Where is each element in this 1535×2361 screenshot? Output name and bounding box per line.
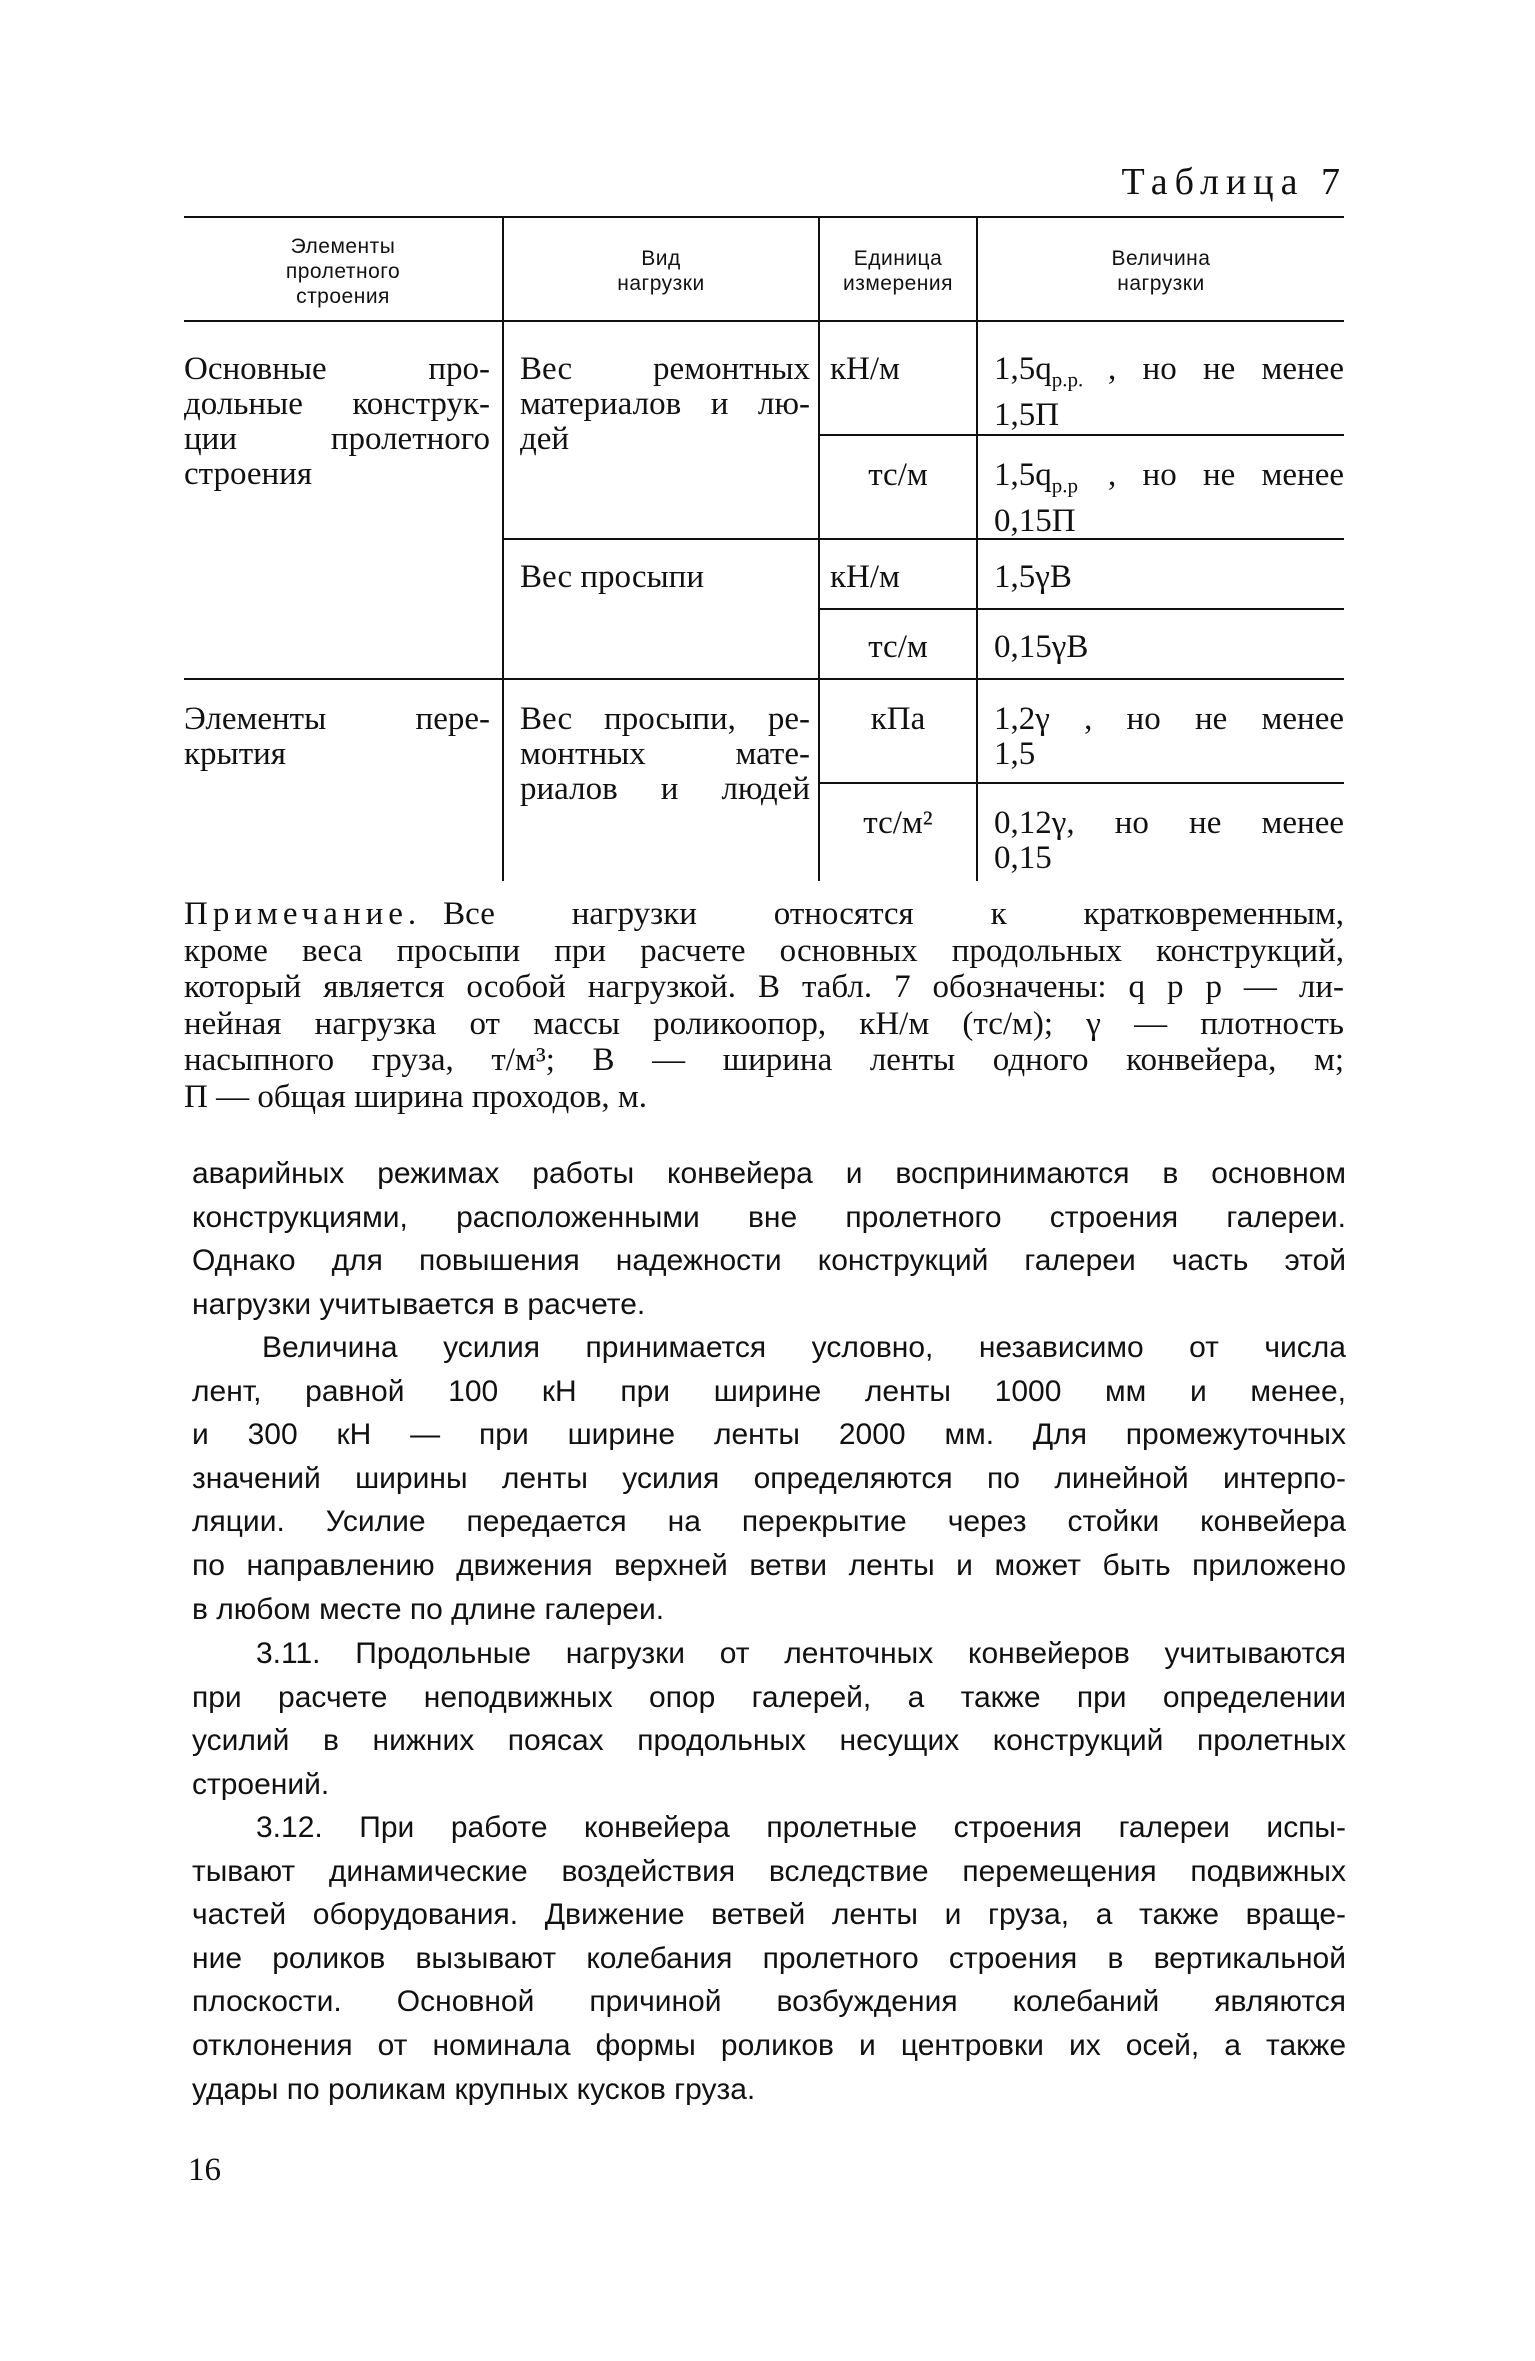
header-load-type: Вид нагрузки [617, 247, 705, 295]
table-caption: Таблица 7 [1121, 161, 1347, 203]
cell-repair-weight: Вес ремонтных материалов и лю- дей [520, 351, 810, 457]
note-title: Примечание. [184, 896, 422, 932]
note-line: кроме веса просыпи при расчете основных продольных конструкций, [184, 932, 1344, 969]
cell-spill-weight: Вес просыпи [520, 559, 704, 595]
cell-unit-ts-m: тс/м [868, 457, 928, 493]
paragraph-4: 3.12. При работе конвейера пролетные строения галереи испы- тывают динамические воздействия вследствие перемещения подвижных частей оборудования. Движение ветвей ленты и груза, а также враще- ние роликов вызывают колебания пролетного строения в вертикальной плоскости. Основной причиной возбуждения колебаний являются отклонения от номинала формы роликов и центровки их осей, а также удары по роликам крупных кусков груза. [192, 1811, 1346, 2106]
cell-unit-kn-m-2: кН/м [830, 559, 900, 595]
header-structure-elements: Элементы пролетного строения [285, 235, 401, 308]
paragraph-2: Величина усилия принимается условно, независимо от числа лент, равной 100 кН при ширине ленты 1000 мм и менее, и 300 кН — при ширине ленты 2000 мм. Для промежуточных значений ширины ленты усилия определяются по линейной интерпо- ляции. Усилие передается на перекрытие через стойки конвейера по направлению движения верхней ветви ленты и может быть приложено в любом месте по длине галереи. [192, 1331, 1346, 1626]
cell-floor-elements: Элементы пере- крытия [184, 701, 490, 772]
paragraph-3: 3.11. Продольные нагрузки от ленточных конвейеров учитываются при расчете неподвижных опор галерей, а также при определении усилий в нижних поясах продольных несущих конструкций пролетных строений. [192, 1637, 1346, 1801]
load-table [184, 216, 1344, 881]
note-line: который является особой нагрузкой. В табл. 7 обозначены: q р р — ли- [184, 969, 1344, 1005]
cell-unit-ts-m2: тс/м² [863, 805, 933, 841]
cell-repair-ts-value: $1,5q_{р.р}$ , но не менее 0,15П [994, 457, 1344, 539]
paragraph-1: аварийных режимах работы конвейера и воспринимаются в основном конструкциями, расположенными вне пролетного строения галереи. Однако для повышения надежности конструкций галереи часть этой нагрузки учитывается в расчете. [192, 1157, 1346, 1321]
header-unit: Единица измерения [842, 247, 954, 295]
note-line: Все нагрузки относятся к кратковременным, [443, 896, 1344, 932]
cell-unit-kn-m: кН/м [830, 351, 900, 387]
note-line: нейная нагрузка от массы роликоопор, кН/м (тс/м); γ — плотность [184, 1005, 1344, 1042]
cell-unit-kpa: кПа [870, 701, 926, 737]
note-line: П — общая ширина проходов, м. [184, 1078, 648, 1115]
cell-floor-load: Вес просыпи, ре- монтных мате- риалов и людей [520, 701, 810, 807]
header-load-value: Величина нагрузки [1111, 247, 1211, 295]
table-note [184, 896, 1344, 1115]
cell-main-structures: Основные про- дольные конструк- ции пролетного строения [184, 351, 490, 492]
note-line: насыпного груза, т/м³; B — ширина ленты одного конвейера, м; [184, 1042, 1344, 1078]
cell-unit-ts-m-2: тс/м [868, 629, 928, 665]
page-number: 16 [188, 2152, 221, 2188]
cell-repair-kn-value: $1,5q_{р.р.}$ , но не менее 1,5П [994, 351, 1344, 433]
cell-floor-ts-value: 0,12γ, но не менее 0,15 [994, 805, 1344, 876]
cell-floor-kpa-value: 1,2γ , но не менее 1,5 [994, 701, 1344, 772]
cell-spill-ts-value: 0,15γB [994, 629, 1089, 665]
cell-spill-kn-value: 1,5γB [994, 559, 1072, 595]
